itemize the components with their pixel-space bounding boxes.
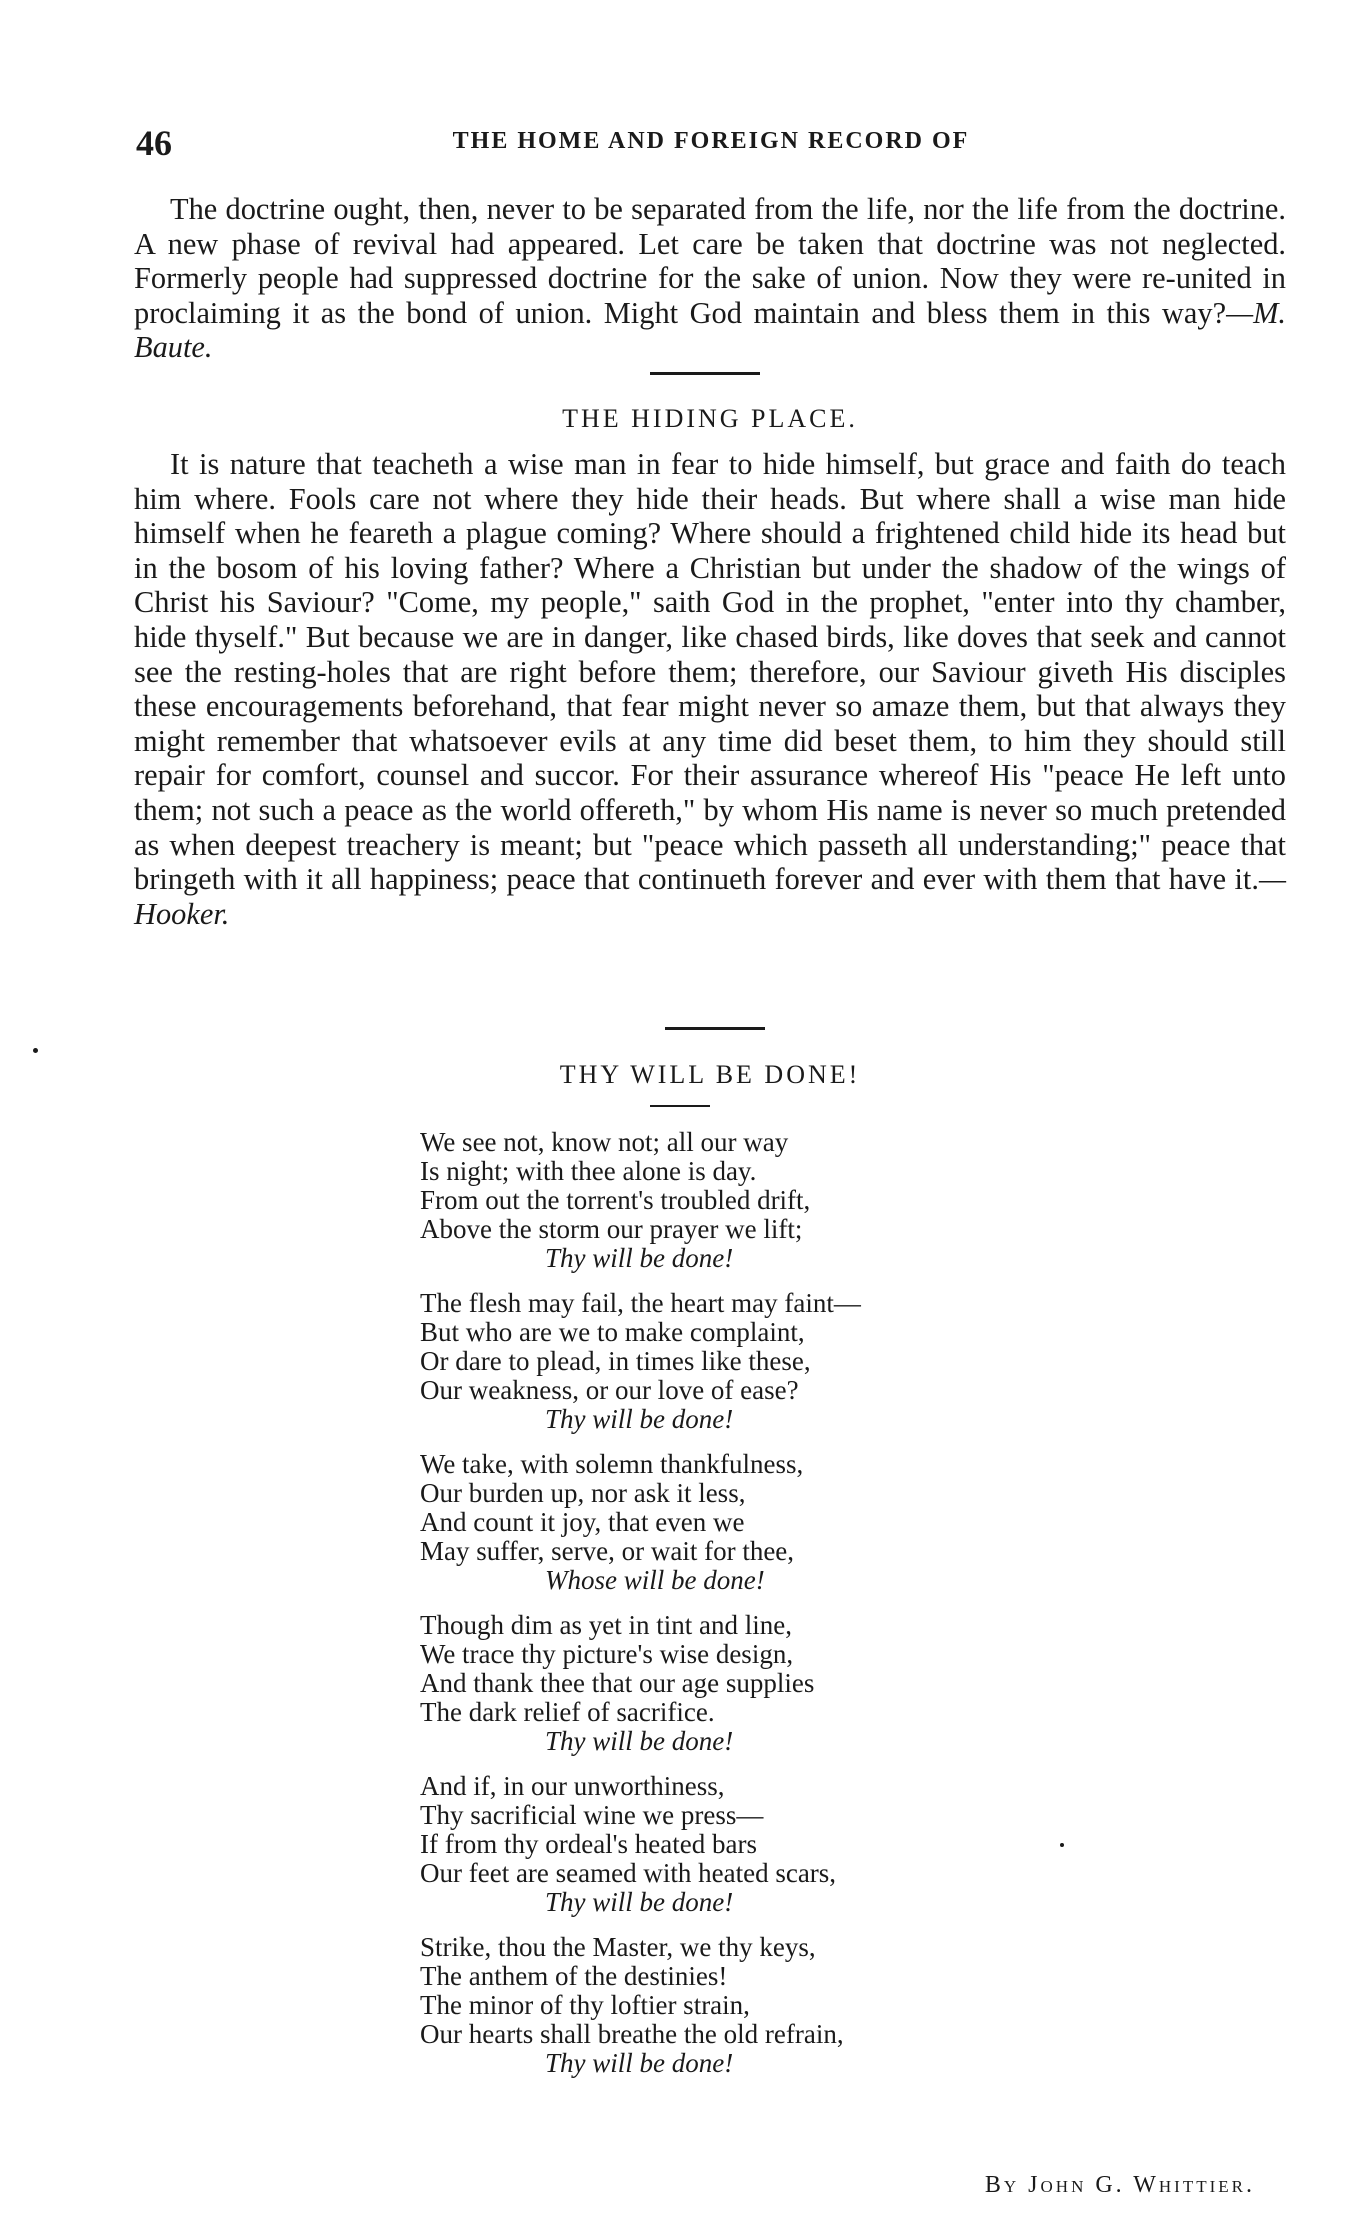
poem-line: From out the torrent's troubled drift, bbox=[420, 1185, 811, 1215]
section-divider bbox=[650, 372, 760, 375]
poem-line: The anthem of the destinies! bbox=[420, 1961, 728, 1991]
poem-line: The minor of thy loftier strain, bbox=[420, 1990, 750, 2020]
intro-paragraph bbox=[134, 192, 1286, 365]
poem-line: Though dim as yet in tint and line, bbox=[420, 1610, 792, 1640]
running-head: THE HOME AND FOREIGN RECORD OF bbox=[452, 128, 970, 154]
poem-body bbox=[420, 1128, 1120, 2094]
poem-refrain: Thy will be done! bbox=[545, 1726, 734, 1756]
poem-line: We take, with solemn thankfulness, bbox=[420, 1449, 804, 1479]
poem-refrain: Thy will be done! bbox=[545, 1404, 734, 1434]
poem-line: Our feet are seamed with heated scars, bbox=[420, 1858, 837, 1888]
poem-line: We trace thy picture's wise design, bbox=[420, 1639, 794, 1669]
poem-line: If from thy ordeal's heated bars bbox=[420, 1829, 757, 1859]
poem-line: May suffer, serve, or wait for thee, bbox=[420, 1536, 795, 1566]
poem-line: But who are we to make complaint, bbox=[420, 1317, 805, 1347]
poem-line: We see not, know not; all our way bbox=[420, 1127, 789, 1157]
poem-stanza bbox=[420, 1289, 1120, 1434]
section-divider bbox=[665, 1027, 765, 1030]
poem-refrain: Thy will be done! bbox=[545, 1887, 734, 1917]
poem-line: Above the storm our prayer we lift; bbox=[420, 1214, 803, 1244]
poem-line: Thy sacrificial wine we press— bbox=[420, 1800, 764, 1830]
poem-line: And count it joy, that even we bbox=[420, 1507, 745, 1537]
poem-line: And if, in our unworthiness, bbox=[420, 1771, 725, 1801]
page-number: 46 bbox=[136, 123, 172, 163]
poem-line: The dark relief of sacrifice. bbox=[420, 1697, 715, 1727]
poem-stanza bbox=[420, 1450, 1120, 1595]
hiding-place-section bbox=[134, 447, 1286, 931]
hiding-place-title: THE HIDING PLACE. bbox=[562, 404, 858, 433]
title-underline bbox=[650, 1105, 710, 1107]
poem-line: Our weakness, or our love of ease? bbox=[420, 1375, 799, 1405]
poem-stanza bbox=[420, 1128, 1120, 1273]
poem-refrain: Thy will be done! bbox=[545, 1243, 734, 1273]
poem-line: Strike, thou the Master, we thy keys, bbox=[420, 1932, 816, 1962]
hiding-place-attribution: —Hooker. bbox=[134, 862, 1286, 931]
poem-stanza bbox=[420, 1611, 1120, 1756]
poem-byline: By John G. Whittier. bbox=[984, 2172, 1255, 2198]
intro-section bbox=[134, 192, 1286, 365]
poem-stanza bbox=[420, 1772, 1120, 1917]
intro-text: The doctrine ought, then, never to be separated from the life, nor the life from the doctrine. A new phase of revival had appeared. Let care be taken that doctrine was not neglected. Formerly people had suppressed doctrine for the sake of union. Now they were re-united in proclaiming it as the bond of union. Might God maintain and bless them in this way? bbox=[134, 192, 1286, 330]
poem-line: The flesh may fail, the heart may faint— bbox=[420, 1288, 861, 1318]
poem-stanza bbox=[420, 1933, 1120, 2078]
intro-attribution: —M. Baute. bbox=[134, 295, 1286, 365]
poem-refrain: Thy will be done! bbox=[545, 2048, 734, 2078]
poem-line: And thank thee that our age supplies bbox=[420, 1668, 815, 1698]
poem-title: THY WILL BE DONE! bbox=[559, 1060, 861, 1089]
margin-speck bbox=[33, 1048, 38, 1053]
poem-line: Is night; with thee alone is day. bbox=[420, 1156, 757, 1186]
hiding-place-paragraph bbox=[134, 447, 1286, 931]
poem-line: Our hearts shall breathe the old refrain, bbox=[420, 2019, 844, 2049]
poem-line: Our burden up, nor ask it less, bbox=[420, 1478, 746, 1508]
margin-speck bbox=[1060, 1843, 1064, 1847]
poem-line: Or dare to plead, in times like these, bbox=[420, 1346, 811, 1376]
poem-refrain: Whose will be done! bbox=[545, 1565, 765, 1595]
page-header bbox=[136, 122, 1286, 162]
hiding-place-text: It is nature that teacheth a wise man in fear to hide himself, but grace and faith do teach him where. Fools care not where they hide their heads. But where shall a wise man hide himself when he feareth a plague coming? Where should a frightened child hide its head but in the bosom of his loving father? Where a Christian but under the shadow of the wings of Christ his Saviour? "Come, my people," saith God in the prophet, "enter into thy chamber, hide thyself." But because we are in danger, like chased birds, like doves that seek and cannot see the resting-holes that are right before them; therefore, our Saviour giveth His disciples these encouragements beforehand, that fear might never so amaze them, but that always they might remember that whatsoever evils at any time did beset them, to him they should still repair for comfort, counsel and succor. For their assurance whereof His "peace He left unto them; not such a peace as the world offereth," by whom His name is never so much pretended as when deepest treachery is meant; but "peace which passeth all understanding;" peace that bringeth with it all happiness; peace that continueth forever and ever with them that have it. bbox=[134, 447, 1286, 897]
